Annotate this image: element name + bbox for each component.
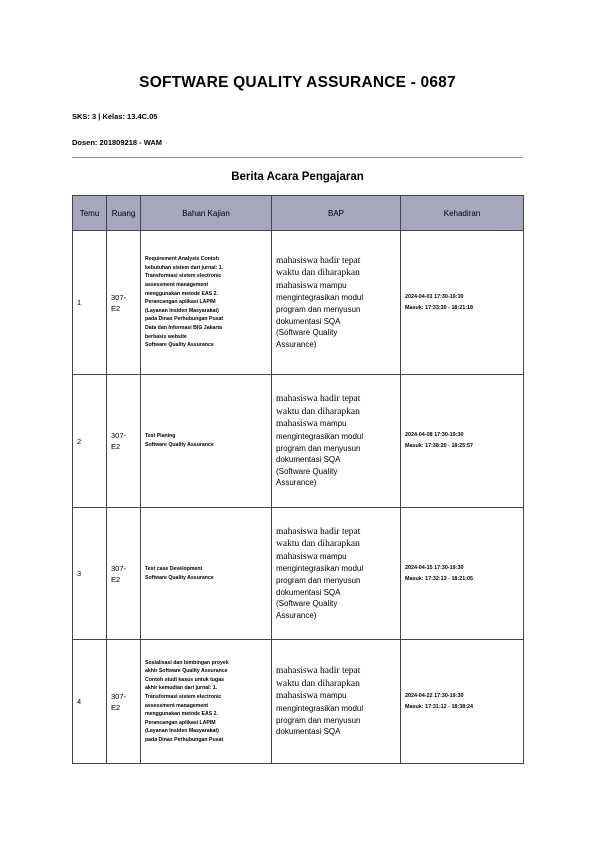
bahan-line: Requirement Analysis Contoh (145, 256, 219, 263)
bap-line (276, 267, 396, 280)
cell-ruang (107, 640, 141, 764)
bap-line: (Software Quality (276, 328, 338, 338)
bap-line (276, 678, 396, 691)
bahan-line: (Layanan Insiden Masyarakat) (145, 728, 219, 735)
bahan-line: assessment management (145, 702, 209, 709)
table-header-row (73, 196, 524, 231)
dosen-line: Dosen: 201809218 - WAM (72, 138, 163, 147)
bap-serif-text: mahasiswa (276, 419, 318, 430)
table-row (73, 508, 524, 640)
bap-serif-text: mahasiswa (276, 691, 318, 702)
cell-ruang (107, 375, 141, 508)
bap-line: dokumentasi SQA (276, 727, 341, 737)
header-kehadiran: Kehadiran (401, 196, 524, 231)
bap-inline-text: mampu (317, 691, 347, 701)
bahan-line: kebutuhan sistem dari jurnal: 1. (145, 264, 224, 271)
bap-inline-text: mampu (317, 419, 347, 429)
bap-line: (Software Quality (276, 599, 338, 609)
divider (72, 157, 523, 158)
table-row (73, 231, 524, 375)
cell-kehadiran (401, 508, 524, 640)
bap-line: program dan menyusun (276, 305, 361, 314)
cell-temu: 2 (73, 375, 107, 508)
bahan-line: Perancangan aplikasi LAPIM (145, 719, 216, 726)
kehadiran-line: 2024-04-22 17:30-19:30 (405, 692, 464, 699)
bap-line (276, 255, 396, 268)
bap-serif-text: mahasiswa hadir tepat (276, 255, 361, 266)
bap-line: mengintegrasikan modul (276, 431, 364, 441)
cell-kehadiran (401, 640, 524, 764)
bahan-line: Data dan Informasi BIG Jakarta (145, 324, 222, 331)
bap-line (276, 280, 396, 293)
bap-line: mengintegrasikan modul (276, 564, 364, 574)
bahan-line: Transformasi sistem electronic (145, 693, 222, 700)
bahan-line: Software Quality Assurance (145, 442, 214, 448)
cell-temu: 4 (73, 640, 107, 764)
bahan-line: Sosialisasi dan bimbingan proyek (145, 659, 229, 666)
bap-table (72, 195, 524, 764)
bahan-line: pada Dinas Perhubungan Pusat (145, 736, 224, 743)
bap-serif-text: mahasiswa (276, 551, 318, 562)
bahan-line: menggunakan metode EAS 2. (145, 290, 218, 297)
ruang-line: E2 (111, 574, 121, 584)
kehadiran-line: Masuk: 17:38:20 - 18:25:57 (405, 443, 474, 449)
cell-temu: 1 (73, 231, 107, 375)
bap-inline-text: mampu (317, 280, 347, 290)
bahan-line: pada Dinas Perhubungan Pusat (145, 316, 224, 323)
bap-inline-text: mampu (317, 551, 347, 561)
bap-line: dokumentasi SQA (276, 316, 341, 326)
bap-line (276, 665, 396, 678)
bap-line (276, 393, 396, 406)
kehadiran-line: 2024-04-01 17:30-19:30 (405, 293, 464, 300)
cell-ruang (107, 231, 141, 375)
cell-bap (272, 640, 401, 764)
kehadiran-line: Masuk: 17:32:13 - 18:21:05 (405, 575, 474, 582)
bahan-line: (Layanan Insiden Masyarakat) (145, 307, 219, 314)
bahan-line: berbasis website (145, 333, 187, 340)
bap-line (276, 418, 396, 431)
bap-line: program dan menyusun (276, 715, 361, 725)
bap-line (276, 551, 396, 564)
kehadiran-line: Masuk: 17:33:30 - 18:21:18 (405, 304, 474, 311)
cell-bahan-kajian (141, 508, 272, 640)
bap-serif-text: mahasiswa hadir tepat (276, 394, 361, 405)
ruang-line: 307- (111, 691, 127, 701)
bahan-line: assessment management (145, 282, 209, 289)
bahan-line: Software Quality Assurance (145, 342, 214, 349)
cell-kehadiran (401, 375, 524, 508)
bap-serif-text: mahasiswa hadir tepat (276, 526, 361, 537)
cell-bahan-kajian (141, 375, 272, 508)
bahan-line: Perancangan aplikasi LAPIM (145, 299, 216, 306)
bap-serif-text: waktu dan diharapkan (276, 539, 360, 550)
ruang-line: 307- (111, 563, 127, 573)
bap-line: Assurance) (276, 339, 317, 349)
kehadiran-line: 2024-04-15 17:30-19:30 (405, 564, 464, 571)
bap-line (276, 538, 396, 551)
cell-temu: 3 (73, 508, 107, 640)
bap-line: program dan menyusun (276, 443, 361, 453)
bahan-line: Test case Development (145, 565, 203, 572)
bap-serif-text: waktu dan diharapkan (276, 678, 360, 689)
kehadiran-line: Masuk: 17:31:12 - 18:38:24 (405, 703, 474, 710)
bap-line: (Software Quality (276, 466, 338, 476)
bahan-line: akhir kemudian dari jurnal: 1. (145, 685, 218, 692)
bap-line: mengintegrasikan modul (276, 704, 364, 713)
ruang-line: E2 (111, 303, 121, 313)
cell-bahan-kajian (141, 231, 272, 375)
header-ruang: Ruang (107, 196, 141, 231)
header-bahan-kajian: Bahan Kajian (141, 196, 272, 231)
cell-bap (272, 231, 401, 375)
header-temu: Temu (73, 196, 107, 231)
cell-kehadiran (401, 231, 524, 375)
bap-line: Assurance) (276, 478, 317, 488)
cell-bahan-kajian (141, 640, 272, 764)
bahan-line: menggunakan metode EAS 2. (145, 711, 218, 718)
cell-bap (272, 508, 401, 640)
document-title: SOFTWARE QUALITY ASSURANCE - 0687 (139, 74, 456, 91)
bap-line (276, 690, 396, 703)
ruang-line: E2 (111, 442, 121, 451)
bap-line: program dan menyusun (276, 576, 361, 585)
header-bap: BAP (272, 196, 401, 231)
sks-kelas-line: SKS: 3 | Kelas: 13.4C.05 (72, 112, 158, 121)
cell-ruang (107, 508, 141, 640)
bap-line: dokumentasi SQA (276, 587, 341, 597)
section-title: Berita Acara Pengajaran (231, 171, 364, 183)
bahan-line: akhir Software Quality Assurance (145, 668, 228, 675)
table-row (73, 640, 524, 764)
cell-bap (272, 375, 401, 508)
bahan-line: Test Planing (145, 433, 176, 440)
bap-serif-text: mahasiswa hadir tepat (276, 666, 361, 677)
bahan-line: Contoh studi kasus untuk tugas (145, 676, 224, 683)
ruang-line: E2 (111, 702, 121, 712)
bap-serif-text: mahasiswa (276, 280, 318, 291)
bap-line: Assurance) (276, 610, 317, 620)
bap-serif-text: waktu dan diharapkan (276, 268, 360, 279)
bap-serif-text: waktu dan diharapkan (276, 406, 360, 417)
bap-line (276, 526, 396, 539)
bahan-line: Transformasi sistem electronic (145, 273, 222, 280)
bahan-line: Software Quality Assurance (145, 574, 214, 581)
bap-line: mengintegrasikan modul (276, 293, 364, 303)
kehadiran-line: 2024-04-08 17:30-19:30 (405, 432, 464, 438)
ruang-line: 307- (111, 292, 127, 302)
ruang-line: 307- (111, 431, 127, 440)
bap-line: dokumentasi SQA (276, 455, 341, 465)
bap-line (276, 406, 396, 419)
table-row (73, 375, 524, 508)
